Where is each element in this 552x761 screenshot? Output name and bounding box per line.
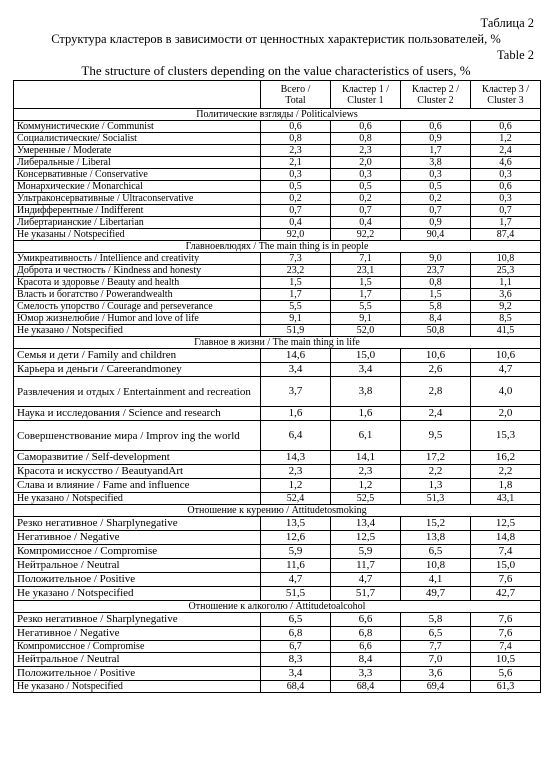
value-cell: 0,4 bbox=[261, 217, 331, 229]
table-body bbox=[14, 109, 541, 693]
table-row bbox=[14, 587, 541, 601]
value-cell: 0,4 bbox=[331, 217, 401, 229]
value-cell: 2,2 bbox=[471, 465, 541, 479]
value-cell: 15,2 bbox=[401, 517, 471, 531]
header-cluster-1 bbox=[331, 81, 401, 109]
value-cell: 0,6 bbox=[471, 121, 541, 133]
value-cell: 0,7 bbox=[331, 205, 401, 217]
value-cell: 1,5 bbox=[331, 277, 401, 289]
value-cell: 7,7 bbox=[401, 641, 471, 653]
table-title-ru: Структура кластеров в зависимости от ценностных характеристик пользователей, % bbox=[51, 32, 501, 46]
header-total-line2: Total bbox=[285, 94, 306, 106]
value-cell: 5,8 bbox=[401, 613, 471, 627]
value-cell: 3,3 bbox=[331, 667, 401, 681]
value-cell: 0,6 bbox=[401, 121, 471, 133]
value-cell: 1,2 bbox=[261, 479, 331, 493]
header-cluster-2-line1: Кластер 2 / bbox=[411, 83, 460, 95]
value-cell: 0,3 bbox=[401, 169, 471, 181]
row-label: Социалистические/ Socialist bbox=[14, 133, 261, 145]
table-row bbox=[14, 145, 541, 157]
value-cell: 10,6 bbox=[401, 349, 471, 363]
header-cluster-1-line2: Cluster 1 bbox=[347, 94, 384, 106]
value-cell: 52,4 bbox=[261, 493, 331, 505]
value-cell: 5,6 bbox=[471, 667, 541, 681]
section-title: Отношение к курению / Attitudetosmoking bbox=[14, 505, 541, 517]
value-cell: 13,4 bbox=[331, 517, 401, 531]
table-row bbox=[14, 545, 541, 559]
value-cell: 4,6 bbox=[471, 157, 541, 169]
value-cell: 4,1 bbox=[401, 573, 471, 587]
value-cell: 7,6 bbox=[471, 573, 541, 587]
value-cell: 23,2 bbox=[261, 265, 331, 277]
table-row bbox=[14, 349, 541, 363]
value-cell: 13,8 bbox=[401, 531, 471, 545]
value-cell: 2,3 bbox=[261, 145, 331, 157]
row-label: Не указано / Notspecified bbox=[14, 587, 261, 601]
value-cell: 0,7 bbox=[401, 205, 471, 217]
value-cell: 1,2 bbox=[471, 133, 541, 145]
value-cell: 1,3 bbox=[401, 479, 471, 493]
value-cell: 0,5 bbox=[401, 181, 471, 193]
header-total bbox=[261, 81, 331, 109]
section-title: Главное в жизни / The main thing in life bbox=[14, 337, 541, 349]
value-cell: 23,7 bbox=[401, 265, 471, 277]
value-cell: 6,8 bbox=[331, 627, 401, 641]
value-cell: 1,6 bbox=[331, 407, 401, 421]
value-cell: 11,6 bbox=[261, 559, 331, 573]
value-cell: 23,1 bbox=[331, 265, 401, 277]
value-cell: 87,4 bbox=[471, 229, 541, 241]
value-cell: 0,8 bbox=[331, 133, 401, 145]
table-title-en: The structure of clusters depending on the value characteristics of users, % bbox=[81, 63, 471, 78]
value-cell: 2,3 bbox=[331, 465, 401, 479]
row-label: Умеренные / Moderate bbox=[14, 145, 261, 157]
table-number-ru: Таблица 2 bbox=[480, 16, 534, 30]
value-cell: 68,4 bbox=[331, 681, 401, 693]
value-cell: 9,1 bbox=[331, 313, 401, 325]
value-cell: 51,7 bbox=[331, 587, 401, 601]
value-cell: 92,0 bbox=[261, 229, 331, 241]
section-header-row bbox=[14, 337, 541, 349]
value-cell: 10,8 bbox=[471, 253, 541, 265]
value-cell: 7,1 bbox=[331, 253, 401, 265]
table-row bbox=[14, 253, 541, 265]
section-title: Главноевлюдях / The main thing is in people bbox=[14, 241, 541, 253]
value-cell: 1,8 bbox=[471, 479, 541, 493]
row-label: Не указаны / Notspecified bbox=[14, 229, 261, 241]
row-label: Компромиссное / Compromise bbox=[14, 545, 261, 559]
section-header-row bbox=[14, 505, 541, 517]
value-cell: 10,8 bbox=[401, 559, 471, 573]
section-header-row bbox=[14, 109, 541, 121]
row-label: Нейтральное / Neutral bbox=[14, 653, 261, 667]
value-cell: 1,7 bbox=[261, 289, 331, 301]
value-cell: 51,3 bbox=[401, 493, 471, 505]
value-cell: 1,7 bbox=[401, 145, 471, 157]
table-row bbox=[14, 121, 541, 133]
table-row bbox=[14, 277, 541, 289]
value-cell: 10,6 bbox=[471, 349, 541, 363]
value-cell: 25,3 bbox=[471, 265, 541, 277]
value-cell: 14,3 bbox=[261, 451, 331, 465]
value-cell: 5,5 bbox=[261, 301, 331, 313]
value-cell: 4,7 bbox=[261, 573, 331, 587]
value-cell: 51,5 bbox=[261, 587, 331, 601]
value-cell: 0,6 bbox=[331, 121, 401, 133]
table-row bbox=[14, 217, 541, 229]
value-cell: 0,5 bbox=[331, 181, 401, 193]
value-cell: 2,0 bbox=[471, 407, 541, 421]
row-label: Не указано / Notspecified bbox=[14, 493, 261, 505]
value-cell: 0,7 bbox=[261, 205, 331, 217]
table-row bbox=[14, 627, 541, 641]
value-cell: 0,5 bbox=[261, 181, 331, 193]
header-cluster-3-line1: Кластер 3 / bbox=[481, 83, 530, 95]
section-title: Отношение к алкоголю / Attitudetoalcohol bbox=[14, 601, 541, 613]
row-label: Наука и исследования / Science and research bbox=[14, 407, 261, 421]
header-empty-cell bbox=[14, 81, 261, 109]
value-cell: 12,6 bbox=[261, 531, 331, 545]
value-cell: 1,7 bbox=[331, 289, 401, 301]
value-cell: 14,6 bbox=[261, 349, 331, 363]
value-cell: 8,5 bbox=[471, 313, 541, 325]
value-cell: 9,1 bbox=[261, 313, 331, 325]
row-label: Слава и влияние / Fame and influence bbox=[14, 479, 261, 493]
value-cell: 2,8 bbox=[401, 377, 471, 407]
value-cell: 3,4 bbox=[261, 667, 331, 681]
row-label: Совершенствование мира / Improv ing the world bbox=[14, 421, 261, 451]
table-row bbox=[14, 531, 541, 545]
value-cell: 1,1 bbox=[471, 277, 541, 289]
table-row bbox=[14, 465, 541, 479]
value-cell: 1,7 bbox=[471, 217, 541, 229]
row-label: Развлечения и отдых / Entertainment and recreation bbox=[14, 377, 261, 407]
row-label: Красота и искусство / BeautyandArt bbox=[14, 465, 261, 479]
value-cell: 3,6 bbox=[471, 289, 541, 301]
table-row bbox=[14, 205, 541, 217]
value-cell: 0,2 bbox=[261, 193, 331, 205]
table-row bbox=[14, 641, 541, 653]
value-cell: 3,8 bbox=[331, 377, 401, 407]
section-header-row bbox=[14, 241, 541, 253]
value-cell: 7,4 bbox=[471, 545, 541, 559]
value-cell: 41,5 bbox=[471, 325, 541, 337]
row-label: Ультраконсервативные / Ultraconservative bbox=[14, 193, 261, 205]
value-cell: 0,6 bbox=[471, 181, 541, 193]
value-cell: 9,2 bbox=[471, 301, 541, 313]
value-cell: 3,6 bbox=[401, 667, 471, 681]
value-cell: 8,4 bbox=[331, 653, 401, 667]
header-cluster-1-line1: Кластер 1 / bbox=[341, 83, 390, 95]
value-cell: 7,6 bbox=[471, 613, 541, 627]
row-label: Нейтральное / Neutral bbox=[14, 559, 261, 573]
value-cell: 3,4 bbox=[331, 363, 401, 377]
value-cell: 0,9 bbox=[401, 133, 471, 145]
value-cell: 6,5 bbox=[401, 545, 471, 559]
table-row bbox=[14, 229, 541, 241]
value-cell: 7,4 bbox=[471, 641, 541, 653]
value-cell: 6,8 bbox=[261, 627, 331, 641]
value-cell: 61,3 bbox=[471, 681, 541, 693]
value-cell: 6,4 bbox=[261, 421, 331, 451]
value-cell: 69,4 bbox=[401, 681, 471, 693]
table-row bbox=[14, 193, 541, 205]
row-label: Смелость упорство / Courage and perseverance bbox=[14, 301, 261, 313]
value-cell: 9,5 bbox=[401, 421, 471, 451]
table-row bbox=[14, 451, 541, 465]
value-cell: 0,3 bbox=[261, 169, 331, 181]
value-cell: 7,6 bbox=[471, 627, 541, 641]
value-cell: 0,8 bbox=[401, 277, 471, 289]
value-cell: 0,3 bbox=[331, 169, 401, 181]
table-header-row bbox=[14, 81, 541, 109]
table-row bbox=[14, 653, 541, 667]
value-cell: 49,7 bbox=[401, 587, 471, 601]
value-cell: 2,4 bbox=[471, 145, 541, 157]
value-cell: 2,6 bbox=[401, 363, 471, 377]
value-cell: 1,5 bbox=[261, 277, 331, 289]
row-label: Юмор жизнелюбие / Humor and love of life bbox=[14, 313, 261, 325]
value-cell: 1,6 bbox=[261, 407, 331, 421]
value-cell: 5,9 bbox=[331, 545, 401, 559]
value-cell: 16,2 bbox=[471, 451, 541, 465]
value-cell: 4,7 bbox=[471, 363, 541, 377]
value-cell: 43,1 bbox=[471, 493, 541, 505]
value-cell: 7,0 bbox=[401, 653, 471, 667]
table-row bbox=[14, 157, 541, 169]
row-label: Консервативные / Conservative bbox=[14, 169, 261, 181]
value-cell: 0,2 bbox=[331, 193, 401, 205]
row-label: Власть и богатство / Powerandwealth bbox=[14, 289, 261, 301]
value-cell: 7,3 bbox=[261, 253, 331, 265]
table-row bbox=[14, 169, 541, 181]
table-row bbox=[14, 517, 541, 531]
value-cell: 2,1 bbox=[261, 157, 331, 169]
row-label: Резко негативное / Sharplynegative bbox=[14, 517, 261, 531]
row-label: Негативное / Negative bbox=[14, 627, 261, 641]
value-cell: 3,8 bbox=[401, 157, 471, 169]
row-label: Красота и здоровье / Beauty and health bbox=[14, 277, 261, 289]
section-header-row bbox=[14, 601, 541, 613]
value-cell: 6,7 bbox=[261, 641, 331, 653]
row-label: Компромиссное / Compromise bbox=[14, 641, 261, 653]
value-cell: 3,7 bbox=[261, 377, 331, 407]
table-row bbox=[14, 407, 541, 421]
value-cell: 2,3 bbox=[331, 145, 401, 157]
value-cell: 2,0 bbox=[331, 157, 401, 169]
value-cell: 0,2 bbox=[401, 193, 471, 205]
value-cell: 3,4 bbox=[261, 363, 331, 377]
value-cell: 6,6 bbox=[331, 641, 401, 653]
table-row bbox=[14, 667, 541, 681]
value-cell: 1,5 bbox=[401, 289, 471, 301]
value-cell: 4,0 bbox=[471, 377, 541, 407]
row-label: Резко негативное / Sharplynegative bbox=[14, 613, 261, 627]
value-cell: 0,3 bbox=[471, 169, 541, 181]
value-cell: 2,4 bbox=[401, 407, 471, 421]
table-row bbox=[14, 613, 541, 627]
value-cell: 90,4 bbox=[401, 229, 471, 241]
value-cell: 17,2 bbox=[401, 451, 471, 465]
table-row bbox=[14, 181, 541, 193]
value-cell: 92,2 bbox=[331, 229, 401, 241]
value-cell: 52,0 bbox=[331, 325, 401, 337]
value-cell: 0,9 bbox=[401, 217, 471, 229]
row-label: Не указано / Notspecified bbox=[14, 681, 261, 693]
table-row bbox=[14, 265, 541, 277]
table-row bbox=[14, 479, 541, 493]
header-cluster-2-line2: Cluster 2 bbox=[417, 94, 454, 106]
table-row bbox=[14, 313, 541, 325]
value-cell: 0,7 bbox=[471, 205, 541, 217]
value-cell: 6,6 bbox=[331, 613, 401, 627]
header-cluster-3 bbox=[471, 81, 541, 109]
value-cell: 5,5 bbox=[331, 301, 401, 313]
value-cell: 5,8 bbox=[401, 301, 471, 313]
value-cell: 13,5 bbox=[261, 517, 331, 531]
value-cell: 14,8 bbox=[471, 531, 541, 545]
table-row bbox=[14, 573, 541, 587]
value-cell: 0,6 bbox=[261, 121, 331, 133]
value-cell: 8,4 bbox=[401, 313, 471, 325]
value-cell: 8,3 bbox=[261, 653, 331, 667]
value-cell: 4,7 bbox=[331, 573, 401, 587]
header-total-line1: Всего / bbox=[280, 83, 311, 95]
row-label: Саморазвитие / Self-development bbox=[14, 451, 261, 465]
value-cell: 5,9 bbox=[261, 545, 331, 559]
value-cell: 12,5 bbox=[331, 531, 401, 545]
row-label: Положительное / Positive bbox=[14, 667, 261, 681]
value-cell: 15,0 bbox=[471, 559, 541, 573]
value-cell: 52,5 bbox=[331, 493, 401, 505]
value-cell: 11,7 bbox=[331, 559, 401, 573]
table-row bbox=[14, 289, 541, 301]
value-cell: 0,8 bbox=[261, 133, 331, 145]
header-cluster-3-line2: Cluster 3 bbox=[487, 94, 524, 106]
row-label: Не указано / Notspecified bbox=[14, 325, 261, 337]
value-cell: 9,0 bbox=[401, 253, 471, 265]
value-cell: 6,1 bbox=[331, 421, 401, 451]
value-cell: 51,9 bbox=[261, 325, 331, 337]
value-cell: 0,3 bbox=[471, 193, 541, 205]
row-label: Негативное / Negative bbox=[14, 531, 261, 545]
value-cell: 15,0 bbox=[331, 349, 401, 363]
value-cell: 50,8 bbox=[401, 325, 471, 337]
table-row bbox=[14, 133, 541, 145]
value-cell: 6,5 bbox=[401, 627, 471, 641]
value-cell: 2,3 bbox=[261, 465, 331, 479]
value-cell: 2,2 bbox=[401, 465, 471, 479]
row-label: Семья и дети / Family and children bbox=[14, 349, 261, 363]
value-cell: 68,4 bbox=[261, 681, 331, 693]
row-label: Монархические / Monarchical bbox=[14, 181, 261, 193]
row-label: Доброта и честность / Kindness and honesty bbox=[14, 265, 261, 277]
table-row bbox=[14, 363, 541, 377]
value-cell: 10,5 bbox=[471, 653, 541, 667]
value-cell: 6,5 bbox=[261, 613, 331, 627]
table-row bbox=[14, 493, 541, 505]
table-row bbox=[14, 301, 541, 313]
section-title: Политические взгляды / Politicalviews bbox=[14, 109, 541, 121]
row-label: Либертарианские / Libertarian bbox=[14, 217, 261, 229]
value-cell: 1,2 bbox=[331, 479, 401, 493]
value-cell: 15,3 bbox=[471, 421, 541, 451]
table-row bbox=[14, 421, 541, 451]
value-cell: 12,5 bbox=[471, 517, 541, 531]
row-label: Умикреативность / Intellience and creativity bbox=[14, 253, 261, 265]
table-row bbox=[14, 325, 541, 337]
row-label: Положительное / Positive bbox=[14, 573, 261, 587]
table-row bbox=[14, 681, 541, 693]
row-label: Индифферентные / Indifferent bbox=[14, 205, 261, 217]
row-label: Коммунистические / Communist bbox=[14, 121, 261, 133]
row-label: Карьера и деньги / Careerandmoney bbox=[14, 363, 261, 377]
header-cluster-2 bbox=[401, 81, 471, 109]
table-row bbox=[14, 377, 541, 407]
value-cell: 14,1 bbox=[331, 451, 401, 465]
table-row bbox=[14, 559, 541, 573]
table-number-en: Table 2 bbox=[497, 48, 534, 62]
cluster-structure-table bbox=[13, 80, 541, 693]
value-cell: 42,7 bbox=[471, 587, 541, 601]
row-label: Либеральные / Liberal bbox=[14, 157, 261, 169]
